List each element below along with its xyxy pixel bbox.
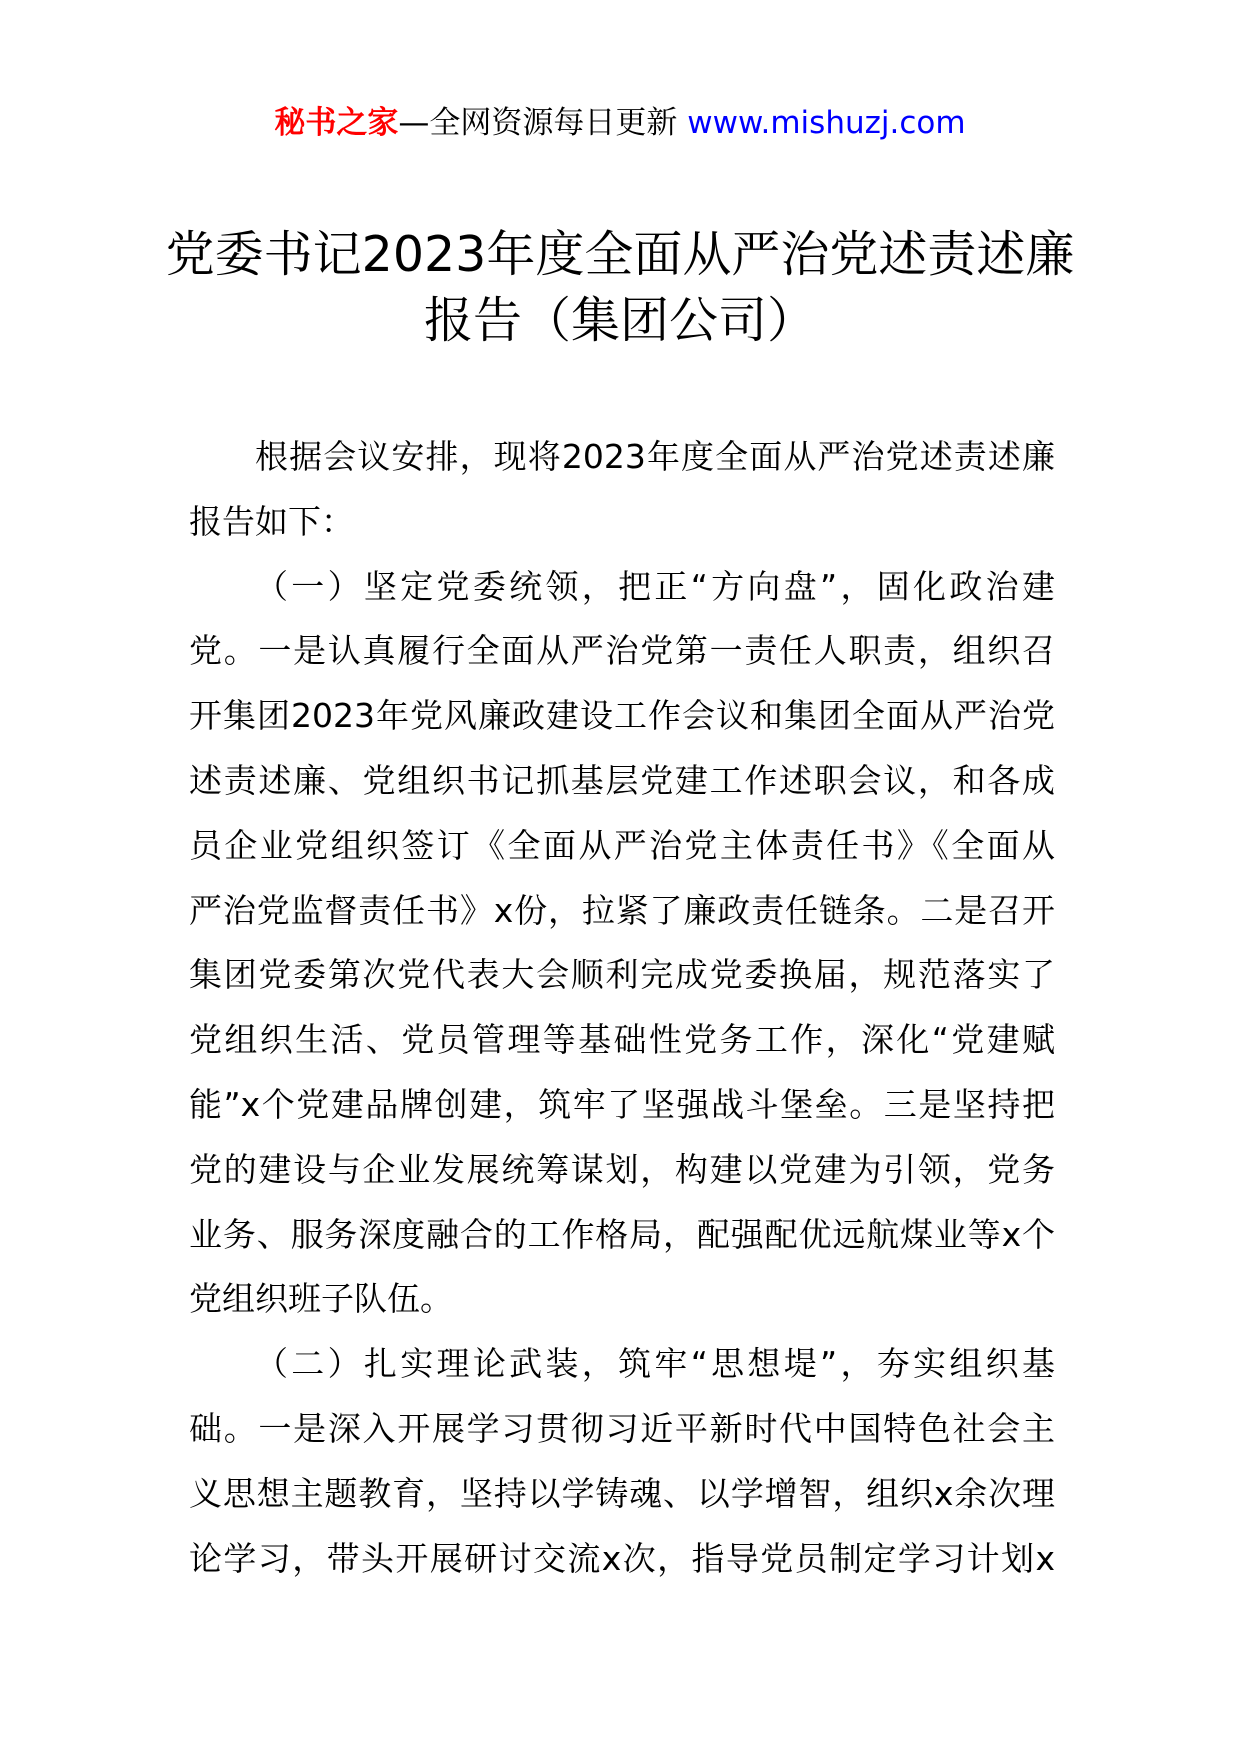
brand-name: 秘书之家 [274, 105, 399, 141]
document-title [160, 222, 1080, 354]
header-tagline: —全网资源每日更新 [398, 105, 678, 141]
body-line: 述责述廉、党组织书记抓基层党建工作述职会议，和各成 [189, 760, 1055, 800]
header-banner [0, 101, 1240, 145]
body-line: 业务、服务深度融合的工作格局，配强配优远航煤业等x个 [189, 1214, 1055, 1254]
body-line: 开集团2023年党风廉政建设工作会议和集团全面从严治党 [189, 696, 1055, 736]
body-line: 根据会议安排，现将2023年度全面从严治党述责述廉 [255, 437, 1055, 476]
body-line: 严治党监督责任书》x份，拉紧了廉政责任链条。二是召开 [189, 890, 1055, 930]
body-line: 论学习，带头开展研讨交流x次，指导党员制定学习计划x [189, 1538, 1055, 1578]
body-line: （一）坚定党委统领，把正“方向盘”，固化政治建 [255, 566, 1055, 606]
body-line: 党组织班子队伍。 [189, 1279, 453, 1319]
body-line: 能”x个党建品牌创建，筑牢了坚强战斗堡垒。三是坚持把 [189, 1084, 1055, 1124]
body-line: 础。一是深入开展学习贯彻习近平新时代中国特色社会主 [189, 1408, 1055, 1448]
body-line: （二）扎实理论武装，筑牢“思想堤”，夯实组织基 [255, 1344, 1055, 1384]
body-line: 集团党委第次党代表大会顺利完成党委换届，规范落实了 [189, 955, 1055, 995]
body-line: 员企业党组织签订《全面从严治党主体责任书》《全面从 [189, 825, 1055, 865]
body-line: 报告如下： [189, 501, 354, 541]
body-line: 党的建设与企业发展统筹谋划，构建以党建为引领，党务 [189, 1149, 1055, 1189]
title-line: 党委书记2023年度全面从严治党述责述廉 [165, 226, 1075, 283]
body-line: 党。一是认真履行全面从严治党第一责任人职责，组织召 [189, 631, 1055, 671]
title-line: 报告（集团公司） [423, 292, 816, 349]
body-line: 党组织生活、党员管理等基础性党务工作，深化“党建赋 [189, 1020, 1055, 1060]
body-line: 义思想主题教育，坚持以学铸魂、以学增智，组织x余次理 [189, 1473, 1055, 1513]
site-url-link[interactable]: www.mishuzj.com [687, 105, 966, 141]
document-body [189, 425, 1055, 1591]
